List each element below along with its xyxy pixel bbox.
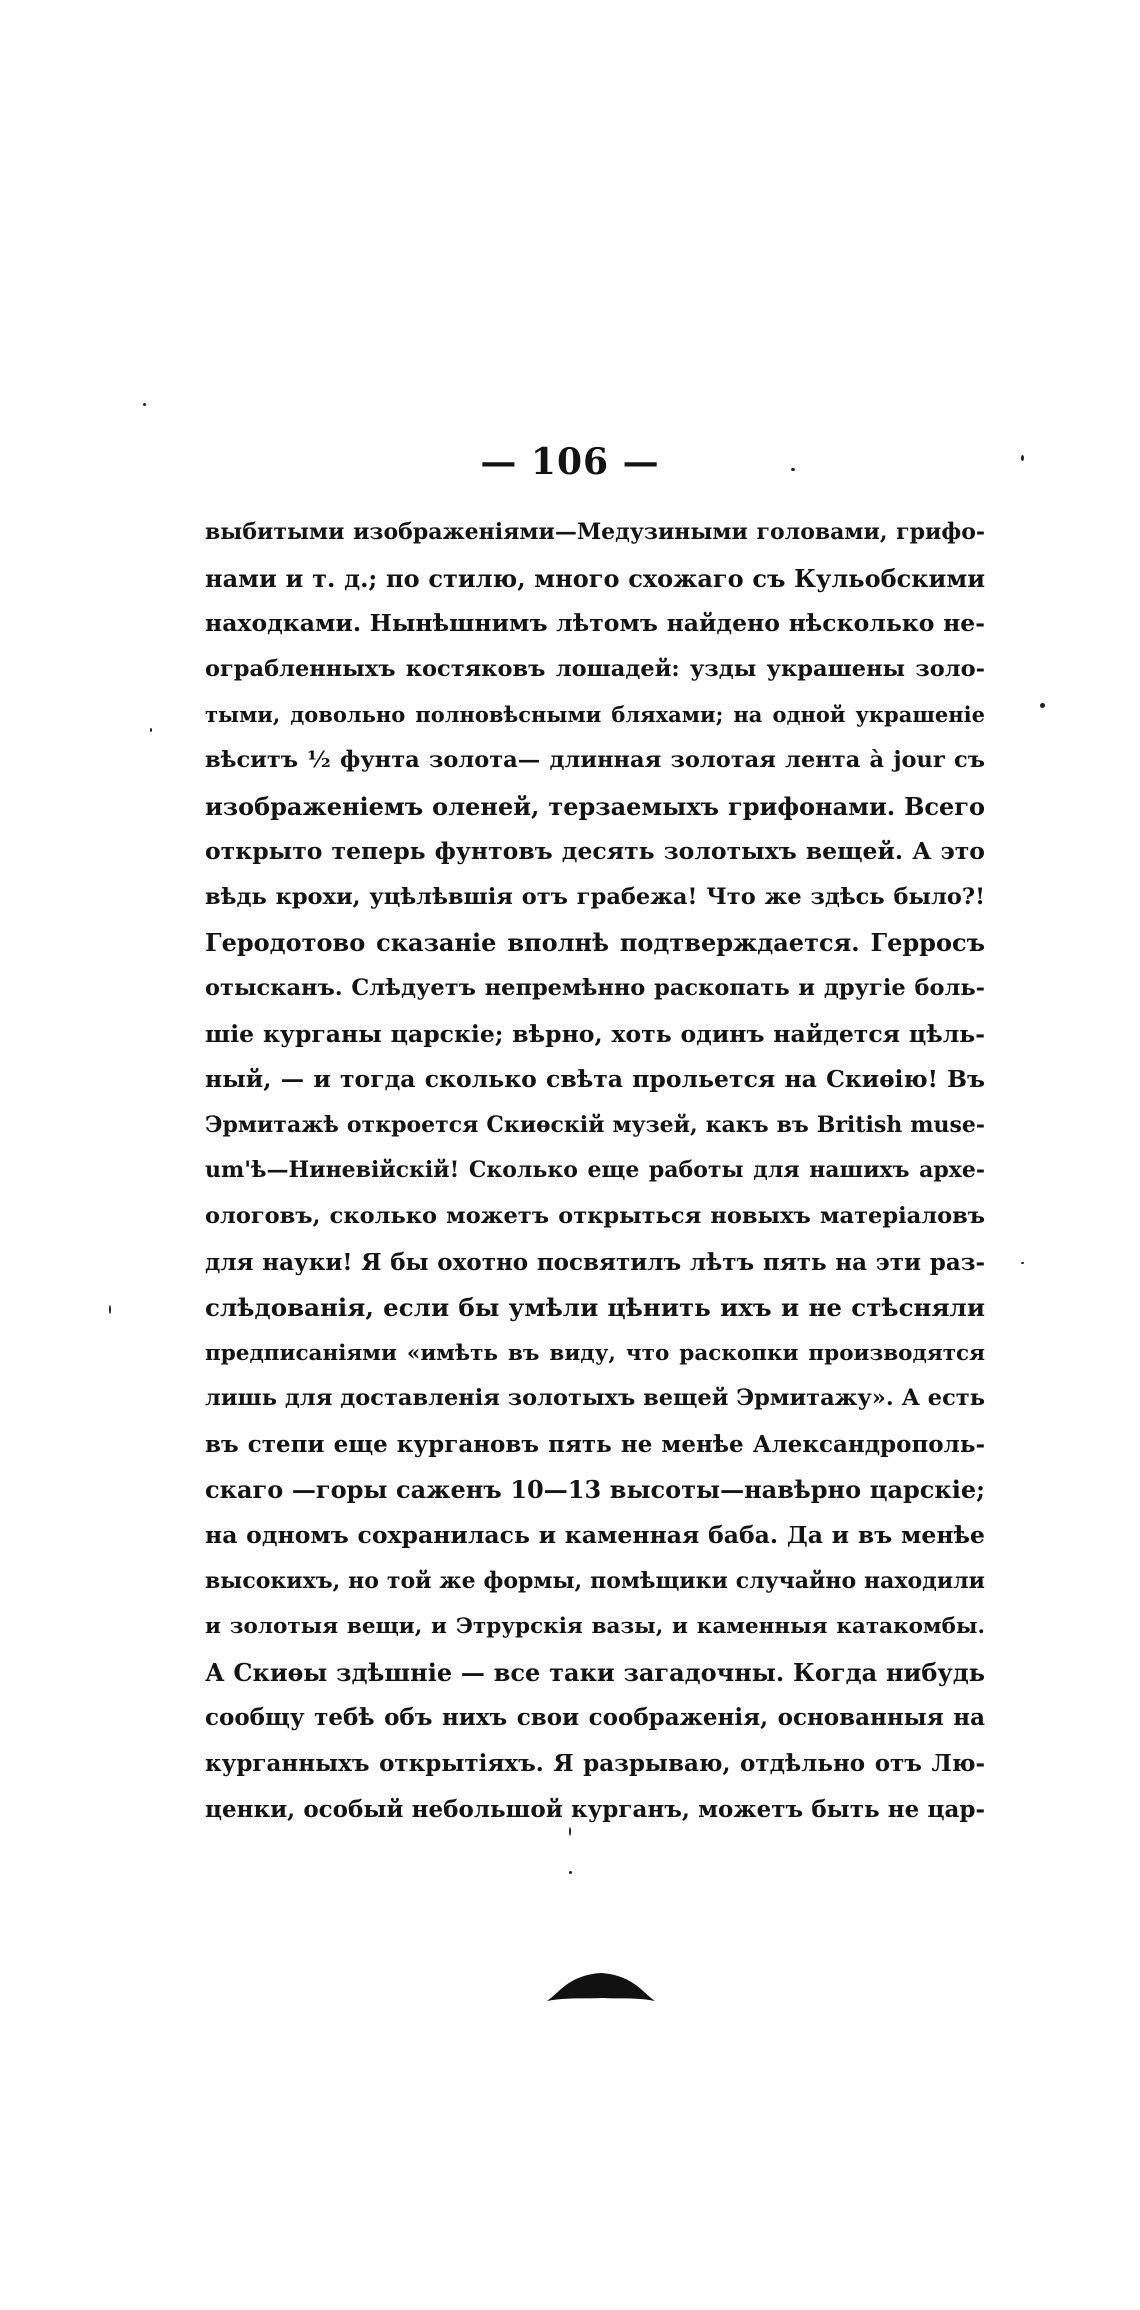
text-line: um'ѣ—Ниневійскій! Сколько еще работы для нашихъ архе- xyxy=(205,1157,985,1184)
scan-speck xyxy=(150,728,152,732)
text-line: выбитыми изображеніями—Медузиными головами, грифо- xyxy=(205,519,985,545)
text-line: открыто теперь фунтовъ десять золотыхъ вещей. А это xyxy=(205,837,985,866)
scan-speck xyxy=(143,403,146,406)
text-line: нами и т. д.; по стилю, много схожаго съ Кульобскими xyxy=(205,563,985,593)
scan-speck xyxy=(1021,455,1024,461)
text-line: курганныхъ открытіяхъ. Я разрываю, отдѣльно отъ Лю- xyxy=(205,1750,985,1778)
text-line: ценки, особый небольшой курганъ, можетъ быть не цар- xyxy=(205,1795,985,1823)
text-line: сообщу тебѣ объ нихъ свои соображенія, основанныя на xyxy=(205,1704,985,1732)
scan-speck xyxy=(569,1871,572,1874)
text-line: скаго —горы саженъ 10—13 высоты—навѣрно царскіе; xyxy=(205,1475,985,1505)
text-line: въ степи еще кургановъ пять не менѣе Александрополь- xyxy=(205,1430,985,1458)
scan-speck xyxy=(109,1305,111,1314)
text-line: лишь для доставленія золотыхъ вещей Эрмитажу». А есть xyxy=(205,1385,985,1412)
text-line: изображеніемъ оленей, терзаемыхъ грифонами. Всего xyxy=(205,791,985,821)
scan-speck xyxy=(569,1827,571,1836)
text-line: шіе курганы царскіе; вѣрно, хоть одинъ найдется цѣль- xyxy=(205,1019,985,1048)
half-circle-ornament-icon xyxy=(545,1963,657,2003)
text-line: Эрмитажѣ откроется Скиѳскій музей, какъ въ British muse- xyxy=(205,1111,985,1138)
text-line: Геродотово сказаніе вполнѣ подтверждается. Герросъ xyxy=(205,928,985,958)
text-line: ный, — и тогда сколько свѣта прольется на Скиѳію! Въ xyxy=(205,1065,985,1094)
scan-speck xyxy=(1021,1262,1024,1264)
text-line: тыми, довольно полновѣсными бляхами; на одной украшеніе xyxy=(205,702,985,728)
text-line: слѣдованія, если бы умѣли цѣнить ихъ и не стѣсняли xyxy=(205,1293,985,1323)
text-line: ологовъ, сколько можетъ открыться новыхъ матеріаловъ xyxy=(205,1202,985,1229)
text-line: вѣситъ ½ фунта золота— длинная золотая лента à jour съ xyxy=(205,746,985,773)
scan-speck xyxy=(791,468,795,471)
text-line: на одномъ сохранилась и каменная баба. Да и въ менѣе xyxy=(205,1521,985,1550)
text-line: для науки! Я бы охотно посвятилъ лѣтъ пять на эти раз- xyxy=(205,1248,985,1276)
text-line: ограбленныхъ костяковъ лошадей: узды украшены золо- xyxy=(205,655,985,682)
text-line: вѣдь крохи, уцѣлѣвшія отъ грабежа! Что же здѣсь было?! xyxy=(205,883,985,910)
text-line: А Скиѳы здѣшніе — все таки загадочны. Когда нибудь xyxy=(205,1657,985,1687)
text-line: отысканъ. Слѣдуетъ непремѣнно раскопать и другіе боль- xyxy=(205,974,985,1001)
text-line: предписаніями «имѣть въ виду, что раскопки производятся xyxy=(205,1340,985,1366)
page-number: — 106 — xyxy=(480,441,660,483)
text-line: высокихъ, но той же формы, помѣщики случайно находили xyxy=(205,1567,985,1594)
scan-speck xyxy=(1040,703,1045,708)
text-line: и золотыя вещи, и Этрурскія вазы, и каменныя катакомбы. xyxy=(205,1614,985,1640)
text-line: находками. Нынѣшнимъ лѣтомъ найдено нѣсколько не- xyxy=(205,609,985,638)
body-text xyxy=(205,510,985,1832)
